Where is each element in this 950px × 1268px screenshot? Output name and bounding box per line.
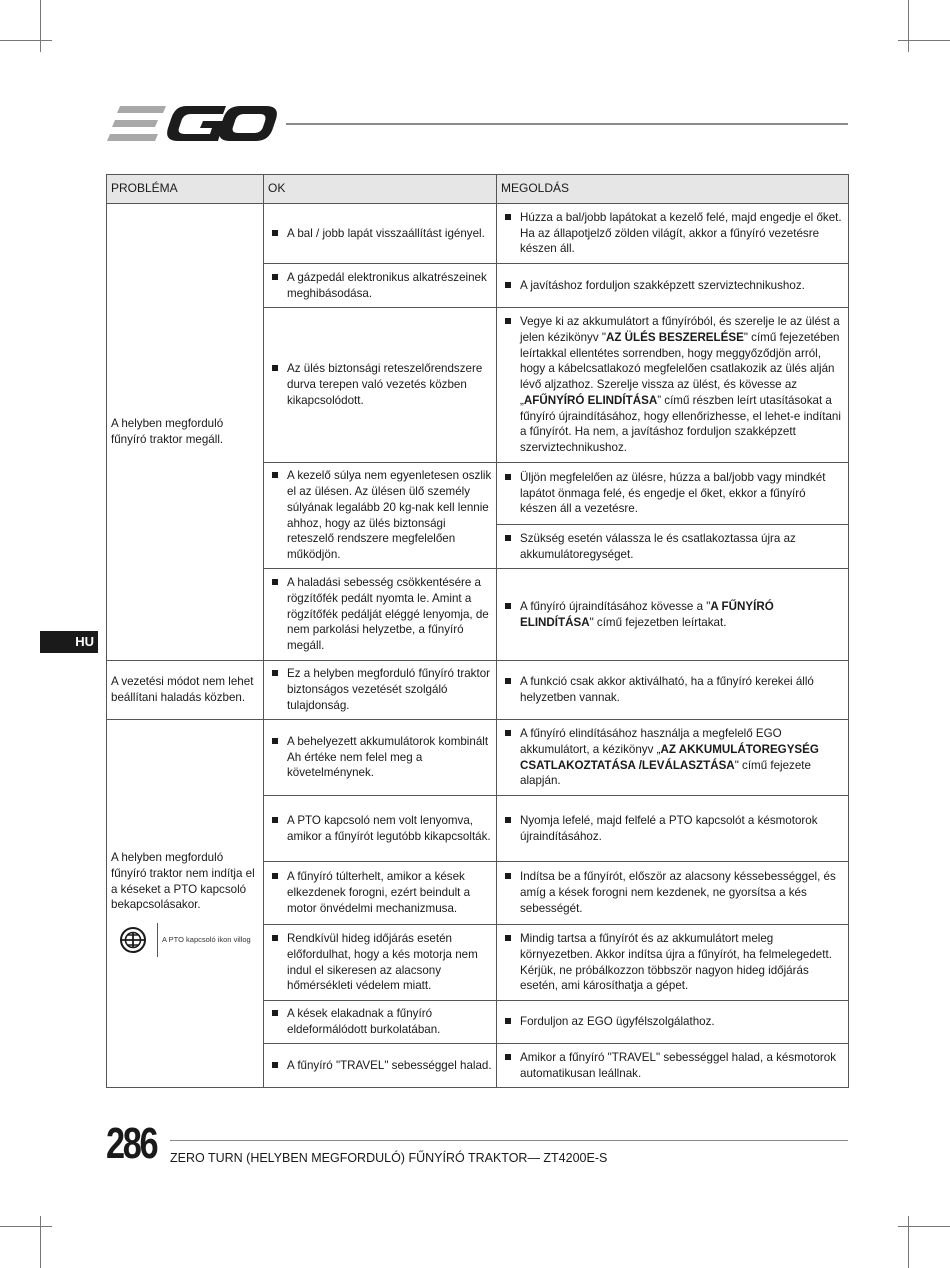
solution-cell bbox=[497, 661, 849, 720]
crop-mark-tl-v bbox=[40, 0, 41, 52]
crop-mark-br-h bbox=[898, 1226, 950, 1227]
cause-text: A behelyezett akkumulátorok kombinált Ah értéke nem felel meg a követelménynek. bbox=[268, 734, 492, 781]
solution-text: Húzza a bal/jobb lapátokat a kezelő felé, majd engedje el őket. Ha az állapotjelző zölden világít, akkor a fűnyíró vezetésre készen áll. bbox=[501, 210, 844, 257]
solution-cell bbox=[497, 308, 849, 463]
solution-text-part: A fűnyíró újraindításához kövesse a " bbox=[520, 599, 711, 613]
cause-text: A gázpedál elektronikus alkatrészeinek meghibásodása. bbox=[268, 270, 492, 302]
troubleshooting-table bbox=[106, 174, 849, 1088]
solution-cell bbox=[497, 862, 849, 925]
table-row bbox=[107, 661, 849, 720]
cause-cell bbox=[264, 1044, 497, 1088]
solution-cell bbox=[497, 463, 849, 525]
solution-text: Mindig tartsa a fűnyírót és az akkumulátort meleg környezetben. Akkor indítsa újra a fűnyírót, ha felmelegedett. Kérjük, ne próbálkozzon többször nagyon hideg időjárás esetén, ami károsíthatja a gépet. bbox=[501, 931, 844, 994]
solution-text: Nyomja lefelé, majd felfelé a PTO kapcsolót a késmotorok újraindításához. bbox=[501, 813, 844, 845]
header-rule bbox=[286, 123, 848, 125]
cause-text: A bal / jobb lapát visszaállítást igényel. bbox=[268, 226, 492, 242]
language-tab: HU bbox=[40, 631, 98, 653]
solution-text: A funkció csak akkor aktiválható, ha a fűnyíró kerekei álló helyzetben vannak. bbox=[501, 674, 844, 706]
solution-text-part: " című fejezetében leírtakkal ellentétes sorrendben, hogy meggyőződjön arról, hogy a kábelcsatlakozó megfelelően csatlakozik az ülés alján lévő aljzathoz. Szerelje vissza az ülést, és kövesse az „ bbox=[520, 330, 840, 407]
pto-switch-icon bbox=[119, 926, 147, 954]
solution-text-part: " című fejezete alapján. bbox=[520, 758, 811, 788]
cause-cell bbox=[264, 204, 497, 264]
solution-section-ref: AZ ÜLÉS BESZERELÉSE bbox=[605, 330, 744, 344]
cause-text: A PTO kapcsoló nem volt lenyomva, amikor a fűnyírót legutóbb kikapcsolták. bbox=[268, 813, 492, 845]
solution-text: Amikor a fűnyíró "TRAVEL" sebességgel halad, a késmotorok automatikusan leállnak. bbox=[501, 1050, 844, 1082]
cause-text: Rendkívül hideg időjárás esetén előfordulhat, hogy a kés motorja nem indul el sikeresen az alacsony hőmérsékleti védelem miatt. bbox=[268, 931, 492, 994]
solution-cell bbox=[497, 204, 849, 264]
cause-cell bbox=[264, 796, 497, 862]
table-header-row bbox=[107, 175, 849, 204]
crop-mark-tl-h bbox=[0, 40, 52, 41]
solution-section-ref: AFŰNYÍRÓ ELINDÍTÁSA bbox=[523, 393, 658, 407]
crop-mark-tr-h bbox=[898, 40, 950, 41]
solution-text: Üljön megfelelően az ülésre, húzza a bal/jobb vagy mindkét lapátot önmaga felé, és engedje el őket, ekkor a fűnyíró készen áll a vezetésre. bbox=[501, 470, 844, 517]
page-number: 286 bbox=[106, 1119, 157, 1168]
cause-cell bbox=[264, 661, 497, 720]
ego-logo bbox=[106, 104, 278, 144]
pto-indicator bbox=[111, 923, 259, 957]
cause-text: A kések elakadnak a fűnyíró eldeformálódott burkolatában. bbox=[268, 1006, 492, 1038]
header-solution: MEGOLDÁS bbox=[497, 175, 849, 204]
cause-text: A fűnyíró "TRAVEL" sebességgel halad. bbox=[268, 1058, 492, 1074]
problem-text: A helyben megforduló fűnyíró traktor nem indítja el a késeket a PTO kapcsoló bekapcsolásakor. bbox=[111, 850, 255, 912]
cause-cell bbox=[264, 463, 497, 569]
solution-text-part: ” című részben leírt utasításokat a fűnyíró újraindításához, hogy ellenőrizhesse, el lehet-e indítani a fűnyírót. Ha nem, a javításhoz forduljon szakképzett szerviztechnikushoz. bbox=[520, 393, 841, 455]
cause-text: A haladási sebesség csökkentésére a rögzítőfék pedált nyomta le. Amint a rögzítőfék pedálját eléggé lenyomja, de nem parkolási helyzetbe, a fűnyíró megáll. bbox=[268, 575, 492, 654]
solution-section-ref: AZ AKKUMULÁTOREGYSÉG CSATLAKOZTATÁSA /LEVÁLASZTÁSA bbox=[520, 742, 819, 772]
cause-text: Ez a helyben megforduló fűnyíró traktor biztonságos vezetését szolgáló tulajdonság. bbox=[268, 666, 492, 713]
cause-text: A fűnyíró túlterhelt, amikor a kések elkezdenek forogni, ezért beindult a motor önvédelmi mechanizmusa. bbox=[268, 869, 492, 916]
solution-text bbox=[501, 599, 844, 631]
solution-cell bbox=[497, 720, 849, 796]
solution-text: Szükség esetén válassza le és csatlakoztassa újra az akkumulátoregységet. bbox=[501, 531, 844, 563]
problem-text: A helyben megforduló fűnyíró traktor megáll. bbox=[111, 417, 224, 446]
solution-cell bbox=[497, 925, 849, 1001]
solution-cell bbox=[497, 796, 849, 862]
solution-text-part: " című fejezetben leírtakat. bbox=[589, 615, 727, 629]
solution-cell bbox=[497, 1001, 849, 1044]
solution-cell bbox=[497, 264, 849, 308]
cause-cell bbox=[264, 308, 497, 463]
solution-text bbox=[501, 726, 844, 789]
solution-text bbox=[501, 314, 844, 456]
cause-cell bbox=[264, 1001, 497, 1044]
header-problem: PROBLÉMA bbox=[107, 175, 264, 204]
cause-text: A kezelő súlya nem egyenletesen oszlik el az ülésen. Az ülésen ülő személy súlyának legalább 20 kg-nak kell lennie ahhoz, hogy az ülés biztonsági reteszelő rendszere megfelelően működjön. bbox=[268, 468, 492, 563]
problem-text: A vezetési módot nem lehet beállítani haladás közben. bbox=[111, 675, 254, 704]
crop-mark-br-v bbox=[908, 1216, 909, 1268]
solution-text-part: Vegye ki az akkumulátort a fűnyíróból, és szerelje le az ülést a jelen kézikönyv " bbox=[520, 314, 840, 344]
crop-mark-bl-v bbox=[40, 1216, 41, 1268]
solution-cell bbox=[497, 569, 849, 661]
header-cause: OK bbox=[264, 175, 497, 204]
crop-mark-tr-v bbox=[908, 0, 909, 52]
solution-cell bbox=[497, 525, 849, 569]
solution-cell bbox=[497, 1044, 849, 1088]
solution-section-ref: A FŰNYÍRÓ ELINDÍTÁSA bbox=[520, 599, 774, 629]
crop-mark-bl-h bbox=[0, 1226, 52, 1227]
footer-rule bbox=[170, 1140, 848, 1141]
cause-cell bbox=[264, 569, 497, 661]
solution-text: A javításhoz forduljon szakképzett szerviztechnikushoz. bbox=[501, 278, 844, 294]
footer-title: ZERO TURN (HELYBEN MEGFORDULÓ) FŰNYÍRÓ TRAKTOR— ZT4200E-S bbox=[170, 1151, 608, 1165]
cause-cell bbox=[264, 925, 497, 1001]
cause-cell bbox=[264, 720, 497, 796]
solution-text: Forduljon az EGO ügyfélszolgálathoz. bbox=[501, 1014, 844, 1030]
table-row bbox=[107, 204, 849, 264]
pto-icon-caption: A PTO kapcsoló ikon villog bbox=[157, 923, 251, 957]
problem-cell bbox=[107, 204, 264, 661]
table-row bbox=[107, 720, 849, 796]
cause-text: Az ülés biztonsági reteszelőrendszere durva terepen való vezetés közben kikapcsolódott. bbox=[268, 361, 492, 408]
problem-cell bbox=[107, 720, 264, 1088]
solution-text: Indítsa be a fűnyírót, először az alacsony késsebességgel, és amíg a kések forogni nem kezdenek, ne gyorsítsa a kés sebességét. bbox=[501, 869, 844, 916]
problem-cell bbox=[107, 661, 264, 720]
solution-text-part: A fűnyíró elindításához használja a megfelelő EGO akkumulátort, a kézikönyv „ bbox=[520, 726, 782, 756]
cause-cell bbox=[264, 264, 497, 308]
cause-cell bbox=[264, 862, 497, 925]
